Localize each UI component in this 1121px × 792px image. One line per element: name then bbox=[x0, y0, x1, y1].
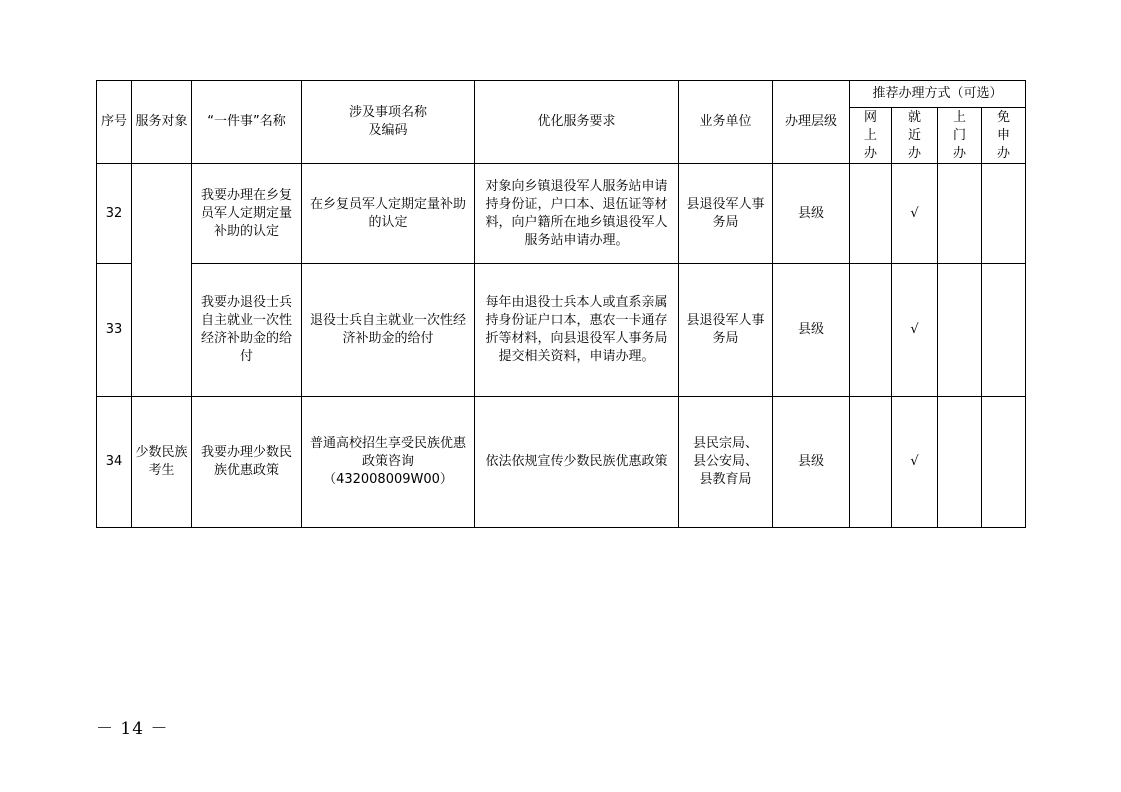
items-code-line: （432008009W00） bbox=[323, 472, 453, 487]
header-method-free-char: 申 bbox=[996, 127, 1010, 143]
items-line: 济补助金的给付 bbox=[342, 331, 434, 346]
header-requirement: 优化服务要求 bbox=[475, 81, 679, 164]
dept-line: 县教育局 bbox=[699, 472, 752, 487]
header-level: 办理层级 bbox=[773, 81, 850, 164]
row-level: 县级 bbox=[773, 164, 850, 264]
row-requirement bbox=[475, 164, 679, 264]
row-free bbox=[982, 397, 1026, 528]
row-nearby-checkmark: √ bbox=[892, 397, 938, 528]
header-method-online-char: 网 bbox=[863, 109, 877, 125]
row-seq: 34 bbox=[97, 397, 132, 528]
row-one-thing bbox=[192, 164, 302, 264]
row-nearby-checkmark: √ bbox=[892, 264, 938, 397]
target-line: 少数民族 bbox=[135, 445, 188, 460]
dept-line: 县公安局、 bbox=[692, 454, 758, 469]
requirement-line: 持身份证，户口本、退伍证等材 bbox=[485, 196, 668, 212]
header-method-online-char: 上 bbox=[863, 127, 877, 143]
one-thing-line: 员军人定期定量 bbox=[200, 205, 292, 221]
header-method-nearby-char: 近 bbox=[907, 127, 921, 143]
header-method-nearby bbox=[892, 108, 938, 164]
row-requirement bbox=[475, 264, 679, 397]
items-line: 在乡复员军人定期定量补助 bbox=[309, 196, 466, 212]
items-line: 退役士兵自主就业一次性经 bbox=[309, 313, 466, 328]
header-method-nearby-char: 就 bbox=[907, 109, 921, 125]
row-door bbox=[938, 397, 982, 528]
dept-line: 务局 bbox=[712, 331, 739, 346]
one-thing-line: 补助的认定 bbox=[213, 223, 279, 239]
one-thing-line: 我要办退役士兵 bbox=[200, 295, 292, 310]
dept-line: 县退役军人事 bbox=[686, 196, 765, 212]
header-items-line1: 涉及事项名称 bbox=[348, 105, 427, 120]
row-target bbox=[132, 397, 192, 528]
header-method-free bbox=[982, 108, 1026, 164]
header-seq: 序号 bbox=[97, 81, 132, 164]
row-free bbox=[982, 264, 1026, 397]
header-method-online bbox=[850, 108, 892, 164]
requirement-line: 持身份证户口本，惠农一卡通存 bbox=[485, 313, 668, 328]
header-method-door-char: 办 bbox=[952, 145, 966, 161]
requirement-line: 料，向户籍所在地乡镇退役军人 bbox=[485, 214, 668, 230]
dept-line: 务局 bbox=[712, 214, 739, 230]
row-online bbox=[850, 397, 892, 528]
requirement-line: 折等材料，向县退役军人事务局 bbox=[485, 331, 668, 346]
row-online bbox=[850, 264, 892, 397]
row-seq: 32 bbox=[97, 164, 132, 264]
items-line: 的认定 bbox=[368, 214, 408, 230]
requirement-line: 提交相关资料，申请办理。 bbox=[498, 349, 655, 364]
one-thing-line: 自主就业一次性 bbox=[200, 313, 292, 328]
row-one-thing bbox=[192, 397, 302, 528]
row-requirement bbox=[475, 397, 679, 528]
header-method-free-char: 免 bbox=[996, 109, 1010, 125]
row-one-thing bbox=[192, 264, 302, 397]
row-dept bbox=[679, 164, 773, 264]
items-line: 政策咨询 bbox=[361, 454, 414, 469]
header-target: 服务对象 bbox=[132, 81, 192, 164]
row-seq: 33 bbox=[97, 264, 132, 397]
table-row bbox=[97, 397, 1026, 528]
row-free bbox=[982, 164, 1026, 264]
row-online bbox=[850, 164, 892, 264]
service-table bbox=[96, 80, 1026, 528]
row-door bbox=[938, 264, 982, 397]
page-number: － 14 － bbox=[96, 719, 169, 739]
one-thing-line: 付 bbox=[239, 349, 253, 364]
target-line: 考生 bbox=[148, 463, 175, 478]
row-target-empty bbox=[132, 164, 192, 397]
row-door bbox=[938, 164, 982, 264]
header-method-door bbox=[938, 108, 982, 164]
requirement-line: 每年由退役士兵本人或直系亲属 bbox=[485, 295, 668, 310]
dept-line: 县民宗局、 bbox=[692, 436, 758, 451]
header-dept: 业务单位 bbox=[679, 81, 773, 164]
one-thing-line: 经济补助金的给 bbox=[200, 331, 292, 346]
dept-line: 县退役军人事 bbox=[686, 313, 765, 328]
header-method-door-char: 门 bbox=[952, 127, 966, 143]
header-method-door-char: 上 bbox=[952, 109, 966, 125]
requirement-line: 依法依规宣传少数民族优惠政策 bbox=[485, 454, 668, 469]
items-line: 普通高校招生享受民族优惠 bbox=[309, 436, 466, 451]
row-dept bbox=[679, 264, 773, 397]
header-method-group: 推荐办理方式（可选） bbox=[850, 81, 1026, 108]
header-one-thing: “一件事”名称 bbox=[192, 81, 302, 164]
header-items-line2: 及编码 bbox=[368, 123, 408, 138]
row-dept bbox=[679, 397, 773, 528]
row-items bbox=[302, 264, 475, 397]
header-items bbox=[302, 81, 475, 164]
requirement-line: 对象向乡镇退役军人服务站申请 bbox=[485, 178, 668, 194]
row-items bbox=[302, 164, 475, 264]
row-nearby-checkmark: √ bbox=[892, 164, 938, 264]
row-level: 县级 bbox=[773, 397, 850, 528]
one-thing-line: 我要办理少数民 bbox=[200, 445, 292, 460]
header-method-nearby-char: 办 bbox=[907, 145, 921, 161]
row-level: 县级 bbox=[773, 264, 850, 397]
one-thing-line: 族优惠政策 bbox=[213, 463, 279, 478]
row-items bbox=[302, 397, 475, 528]
table-row bbox=[97, 164, 1026, 264]
table-row bbox=[97, 264, 1026, 397]
header-method-online-char: 办 bbox=[863, 145, 877, 161]
header-method-free-char: 办 bbox=[996, 145, 1010, 161]
one-thing-line: 我要办理在乡复 bbox=[200, 187, 292, 203]
requirement-line: 服务站申请办理。 bbox=[524, 232, 629, 248]
